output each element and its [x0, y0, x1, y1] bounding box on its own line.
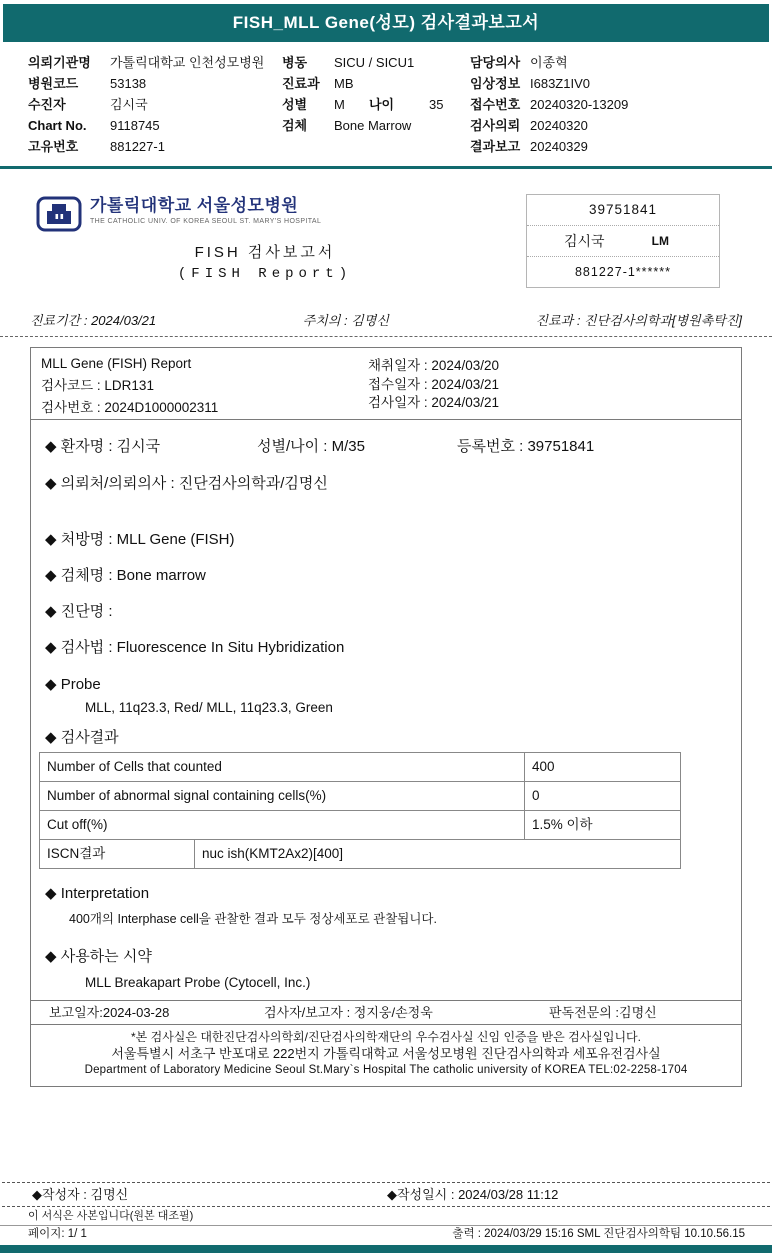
field-row-diagnosis: ◆ 진단명 :	[45, 603, 113, 620]
divider-rule	[0, 166, 772, 169]
field-value: 35	[429, 97, 444, 112]
field-label: 나이	[369, 97, 395, 112]
header-row	[28, 94, 282, 115]
address-note: 서울특별시 서초구 반포대로 222번지 가톨릭대학교 서울성모병원 진단검사의학과 세포유전검사실	[111, 1046, 661, 1061]
header-col-clinical	[282, 52, 470, 157]
test-no: 검사번호 : 2024D1000002311	[41, 400, 219, 415]
field-value: MB	[334, 76, 354, 91]
field-label: 검체	[282, 118, 308, 133]
field-value: 김시국	[110, 97, 148, 112]
field-value: 9118745	[110, 118, 160, 133]
header-row	[470, 73, 750, 94]
header-row	[28, 52, 282, 73]
field-value: SICU / SICU1	[334, 55, 415, 70]
collected-date: 채취일자 : 2024/03/20	[368, 358, 499, 373]
hospital-name-block	[90, 196, 321, 225]
header-row	[470, 136, 750, 157]
interpretation-title: ◆ Interpretation	[45, 885, 150, 902]
field-label: 진료과	[282, 76, 320, 91]
field-row-result-title: ◆ 검사결과	[45, 729, 119, 746]
regno-field: 등록번호 : 39751841	[457, 438, 595, 455]
report-main-box	[30, 347, 742, 1087]
report-box-head	[31, 348, 741, 420]
hospital-subtitle: THE CATHOLIC UNIV. OF KOREA SEOUL ST. MARY'S HOSPITAL	[90, 218, 322, 225]
result-table	[39, 752, 681, 869]
page-number: 페이지: 1/ 1	[28, 1228, 87, 1240]
field-value: 20240320	[530, 118, 588, 133]
brand-section	[0, 191, 772, 296]
interpretation-text: 400개의 Interphase cell을 관찰한 결과 모두 정상세포로 관찰됩니다.	[69, 912, 437, 926]
field-label: 임상정보	[470, 76, 521, 91]
field-value: 881227-1	[110, 139, 165, 154]
field-label: Chart No.	[28, 118, 87, 133]
field-value: I683Z1IV0	[530, 76, 590, 91]
field-value: 가톨릭대학교 인천성모병원	[110, 55, 265, 70]
field-label: 수진자	[28, 97, 66, 112]
field-value: 53138	[110, 76, 147, 91]
header-col-requester	[28, 52, 282, 157]
header-row	[282, 73, 470, 94]
reagent-title: ◆ 사용하는 시약	[45, 948, 152, 965]
table-cell-label: Number of abnormal signal containing cells(%)	[40, 782, 525, 810]
header-col-admin	[470, 52, 750, 157]
header-row	[470, 94, 750, 115]
copy-notice: 이 서식은 사본입니다(원본 대조필)	[28, 1210, 194, 1222]
print-row	[0, 1225, 772, 1243]
hospital-brand	[36, 196, 321, 237]
header-row-sex-age	[282, 94, 470, 115]
examiner: 검사자/보고자 : 정지웅/손정욱	[264, 1005, 433, 1020]
field-label: 병동	[282, 55, 308, 70]
tested-date: 검사일자 : 2024/03/21	[368, 395, 499, 410]
accreditation-note: *본 검사실은 대한진단검사의학회/진단검사의학재단의 우수검사실 신임 인증을 받은 검사실입니다.	[131, 1030, 641, 1044]
signoff-row	[31, 1000, 741, 1024]
field-value: 20240320-13209	[530, 97, 629, 112]
writer: ◆작성자 : 김명신	[32, 1187, 129, 1202]
field-value: M	[334, 97, 345, 112]
table-cell-value: 1.5% 이하	[532, 817, 593, 832]
header-row	[28, 136, 282, 157]
field-row-method: ◆ 검사법 : Fluorescence In Situ Hybridization	[45, 639, 345, 656]
header-row	[28, 115, 282, 136]
field-row-specimen: ◆ 검체명 : Bone marrow	[45, 567, 206, 584]
bottom-bar	[0, 1245, 772, 1253]
sex-age-field: 성별/나이 : M/35	[257, 438, 365, 455]
header-row	[28, 73, 282, 94]
report-box-title: MLL Gene (FISH) Report	[41, 356, 192, 371]
patient-id-masked: 881227-1******	[574, 265, 671, 279]
department-note: Department of Laboratory Medicine Seoul St.Mary`s Hospital The catholic university of KOREA TEL:02-2258-1704	[84, 1064, 688, 1076]
report-dates	[368, 357, 499, 413]
test-code: 검사코드 : LDR131	[41, 378, 154, 393]
patient-summary-box	[526, 194, 720, 288]
probe-detail: MLL, 11q23.3, Red/ MLL, 11q23.3, Green	[85, 700, 333, 715]
field-row-referrer: ◆ 의뢰처/의뢰의사 : 진단검사의학과/김명신	[45, 475, 328, 492]
table-cell-value: nuc ish(KMT2Ax2)[400]	[202, 846, 344, 861]
report-box-body	[31, 420, 741, 992]
table-row	[40, 811, 680, 840]
table-cell-label: Cut off(%)	[40, 811, 525, 839]
report-title-bar: FISH_MLL Gene(성모) 검사결과보고서	[3, 4, 769, 42]
field-value: Bone Marrow	[334, 118, 412, 133]
care-period: 진료기간 : 2024/03/21	[30, 313, 157, 328]
care-doctor: 주치의 : 김명신	[302, 313, 389, 328]
table-row	[40, 753, 680, 782]
patient-name: 김시국	[564, 233, 605, 249]
field-label: 병원코드	[28, 76, 79, 91]
reagent-text: MLL Breakapart Probe (Cytocell, Inc.)	[85, 975, 311, 990]
field-label: 접수번호	[470, 97, 521, 112]
table-cell-label: Number of Cells that counted	[40, 753, 525, 781]
header-row	[282, 52, 470, 73]
field-row-order: ◆ 처방명 : MLL Gene (FISH)	[45, 531, 235, 548]
patient-code: LM	[651, 234, 669, 248]
writer-row	[2, 1182, 770, 1207]
field-row-patient	[45, 436, 733, 458]
header-row	[470, 52, 750, 73]
lab-note-block	[31, 1024, 741, 1086]
hospital-logo-icon	[36, 196, 82, 237]
page-footer	[0, 1182, 772, 1253]
header-row	[470, 115, 750, 136]
field-label: 고유번호	[28, 139, 79, 154]
patient-reg-no: 39751841	[527, 195, 719, 226]
hospital-name: 가톨릭대학교 서울성모병원	[90, 196, 299, 215]
header-info	[28, 52, 772, 157]
field-label: 의뢰기관명	[28, 55, 91, 70]
report-date: 보고일자:2024-03-28	[49, 1005, 170, 1020]
table-cell-label: ISCN결과	[40, 840, 195, 868]
report-heading: FISH 검사보고서	[194, 244, 336, 261]
report-subheading: (FISH Report)	[177, 266, 353, 282]
table-cell-value: 400	[532, 759, 555, 774]
header-row	[282, 115, 470, 136]
field-row-probe: ◆ Probe	[45, 676, 101, 693]
field-label: 검사의뢰	[470, 118, 521, 133]
print-info: 출력 : 2024/03/29 15:16 SML 진단검사의학팀 10.10.56.15	[452, 1228, 745, 1240]
table-row	[40, 782, 680, 811]
field-label: 결과보고	[470, 139, 521, 154]
field-label: 담당의사	[470, 55, 521, 70]
field-label: 성별	[282, 97, 308, 112]
table-cell-value: 0	[532, 788, 540, 803]
pathologist: 판독전문의 :김명신	[549, 1005, 657, 1020]
field-value: 이종혁	[530, 55, 568, 70]
care-strip	[0, 310, 772, 337]
patient-field: ◆ 환자명 : 김시국	[45, 438, 161, 455]
care-dept: 진료과 : 진단검사의학과[병원촉탁진]	[535, 313, 742, 328]
written-at: ◆작성일시 : 2024/03/28 11:12	[387, 1187, 559, 1202]
received-date: 접수일자 : 2024/03/21	[368, 376, 499, 392]
patient-name-row	[527, 226, 719, 257]
table-row-iscn	[40, 840, 680, 868]
field-value: 20240329	[530, 139, 588, 154]
